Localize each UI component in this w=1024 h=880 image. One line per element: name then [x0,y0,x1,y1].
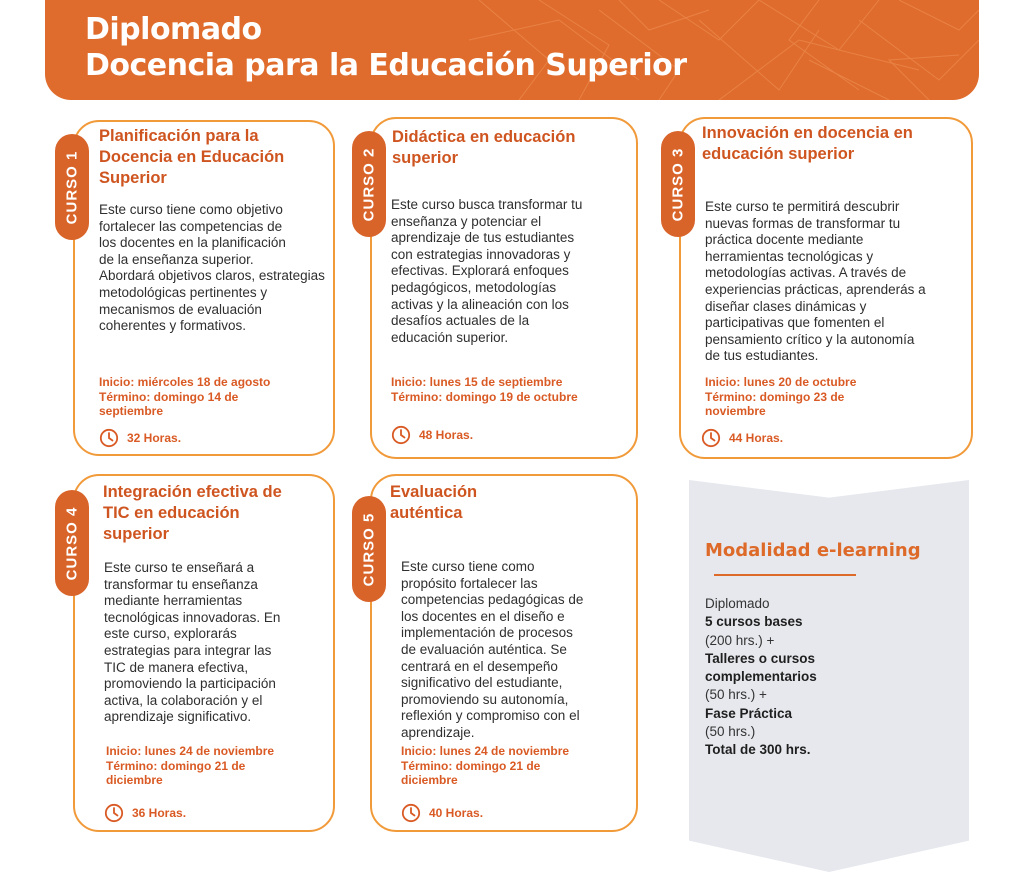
desc-line: mediante herramientas [104,593,243,609]
course-card-1 [63,120,335,456]
course-tab-1 [55,134,89,240]
course-tab-4 [55,490,89,596]
desc-line: educación superior. [391,329,509,345]
clock-icon [104,803,124,823]
course-tab-label: CURSO 2 [360,147,378,221]
course-hours [401,803,483,823]
header-banner [45,0,979,100]
modality-line: (200 hrs.) + [705,632,775,648]
clock-icon [391,425,411,445]
title-line: Superior [99,169,167,187]
desc-line: de la enseñanza superior. [99,251,254,267]
modality-divider [714,574,856,576]
course-description [99,202,325,335]
date-line: septiembre [99,404,164,418]
desc-line: competencias pedagógicas de [401,592,584,608]
desc-line: herramientas tecnológicas y [705,248,874,264]
course-dates [705,375,856,419]
page-title [85,12,687,84]
hours-label: 48 Horas. [419,428,474,442]
hours-label: 40 Horas. [429,806,484,820]
course-title [390,482,477,524]
course-title [103,482,282,545]
hours-label: 32 Horas. [127,431,182,445]
course-hours [99,428,181,448]
modality-line: (50 hrs.) + [705,687,767,703]
desc-line: enseñanza y potenciar el [391,213,542,229]
desc-line: Este curso te permitirá descubrir [705,199,900,214]
desc-line: de evaluación auténtica. Se [401,641,567,657]
desc-line: centrará en el desempeño [401,658,558,674]
desc-line: metodologías activas. A través de [705,265,907,281]
desc-line: aprendizaje significativo. [104,709,252,725]
date-line: diciembre [106,773,163,787]
modality-details [705,595,817,760]
date-line: Término: domingo 21 de [106,758,246,773]
title-line: Innovación en docencia en [702,124,913,142]
title-line-2: Docencia para la Educación Superior [85,48,687,83]
modality-line: Talleres o cursos [705,650,816,666]
date-line: Inicio: lunes 24 de noviembre [106,744,275,758]
hours-label: 36 Horas. [132,806,187,820]
title-line: Docencia en Educación [99,148,285,166]
course-description [401,559,583,742]
course-title [392,127,575,169]
desc-line: estrategias para integrar las [104,642,272,658]
modality-line: complementarios [705,669,817,685]
course-hours [104,803,186,823]
desc-line: desafíos actuales de la [391,313,530,329]
course-tab-label: CURSO 1 [63,150,81,224]
desc-line: Este curso tiene como objetivo [99,202,283,217]
course-dates [401,744,569,788]
date-line: Inicio: lunes 24 de noviembre [401,744,570,758]
modality-title: Modalidad e-learning [705,540,921,561]
course-dates [391,375,578,404]
desc-line: Abordará objetivos claros, estrategias [99,268,325,284]
desc-line: los docentes en el diseño e [401,608,565,624]
desc-line: con estrategias innovadoras y [391,246,571,262]
desc-line: metodológicas pertinentes y [99,284,268,300]
title-line: educación superior [702,145,855,163]
desc-line: significativo del estudiante, [401,675,563,691]
title-line: Integración efectiva de [103,483,282,501]
title-line: superior [392,149,459,167]
desc-line: este curso, explorarás [104,626,237,642]
desc-line: implementación de procesos [401,625,573,641]
desc-line: diseñar clases dinámicas y [705,298,867,314]
modality-line: 5 cursos bases [705,614,803,630]
desc-line: Este curso busca transformar tu [391,197,583,212]
desc-line: fortalecer las competencias de [99,218,283,234]
course-description [391,197,582,346]
course-tab-5 [352,496,386,602]
date-line: Término: domingo 23 de [705,389,845,404]
course-tab-3 [661,131,695,237]
desc-line: práctica docente mediante [705,232,864,248]
course-card-2 [360,117,638,459]
course-tab-label: CURSO 3 [669,147,687,221]
desc-line: mecanismos de evaluación [99,301,262,317]
desc-line: tecnológicas innovadoras. En [104,609,281,625]
hours-label: 44 Horas. [729,431,784,445]
title-line-1: Diplomado [85,12,262,47]
modality-line: Total de 300 hrs. [705,742,811,758]
clock-icon [701,428,721,448]
date-line: Término: domingo 14 de [99,389,239,404]
desc-line: efectivas. Explorará enfoques [391,263,569,279]
desc-line: transformar tu enseñanza [104,576,258,592]
modality-line: Fase Práctica [705,705,793,721]
course-tab-2 [352,131,386,237]
desc-line: aprendizaje de tus estudiantes [391,230,575,246]
title-line: Evaluación [390,483,478,501]
course-card-3 [669,117,973,459]
course-card-5 [360,474,638,832]
desc-line: aprendizaje. [401,724,475,740]
desc-line: pensamiento crítico y la autonomía [705,331,915,347]
desc-line: experiencias prácticas, aprenderás a [705,281,926,297]
desc-line: de tus estudiantes. [705,348,819,364]
date-line: noviembre [705,404,766,418]
clock-icon [401,803,421,823]
desc-line: Este curso tiene como [401,559,535,574]
desc-line: nuevas formas de transformar tu [705,215,901,231]
desc-line: promoviendo la participación [104,676,276,692]
title-line: Planificación para la [99,127,259,145]
course-description [705,199,926,365]
title-line: superior [103,525,170,543]
modality-line: Diplomado [705,596,770,611]
course-dates [99,375,270,419]
desc-line: reflexión y compromiso con el [401,708,580,724]
course-card-4 [63,474,335,832]
clock-icon [99,428,119,448]
desc-line: participativas que fomenten el [705,315,885,331]
date-line: diciembre [401,773,458,787]
course-dates [106,744,274,788]
desc-line: propósito fortalecer las [401,575,538,591]
course-title [702,123,913,165]
desc-line: activa, la colaboración y el [104,692,263,708]
title-line: auténtica [390,504,463,522]
desc-line: pedagógicos, metodologías [391,279,557,295]
desc-line: activas y la alineación con los [391,296,569,312]
desc-line: coherentes y formativos. [99,318,247,334]
course-hours [391,425,473,445]
date-line: Inicio: miércoles 18 de agosto [99,375,271,389]
date-line: Inicio: lunes 20 de octubre [705,375,857,389]
desc-line: promoviendo su autonomía, [401,691,569,707]
modality-line: (50 hrs.) [705,724,756,740]
course-title [99,126,284,189]
title-line: Didáctica en educación [392,128,576,146]
course-hours [701,428,783,448]
course-tab-label: CURSO 4 [63,506,81,580]
date-line: Término: domingo 19 de octubre [391,389,578,404]
desc-line: los docentes en la planificación [99,235,286,251]
date-line: Inicio: lunes 15 de septiembre [391,375,563,389]
desc-line: Este curso te enseñará a [104,560,255,575]
desc-line: TIC de manera efectiva, [104,659,249,675]
course-description [104,560,280,726]
title-line: TIC en educación [103,504,240,522]
date-line: Término: domingo 21 de [401,758,541,773]
course-tab-label: CURSO 5 [360,512,378,586]
